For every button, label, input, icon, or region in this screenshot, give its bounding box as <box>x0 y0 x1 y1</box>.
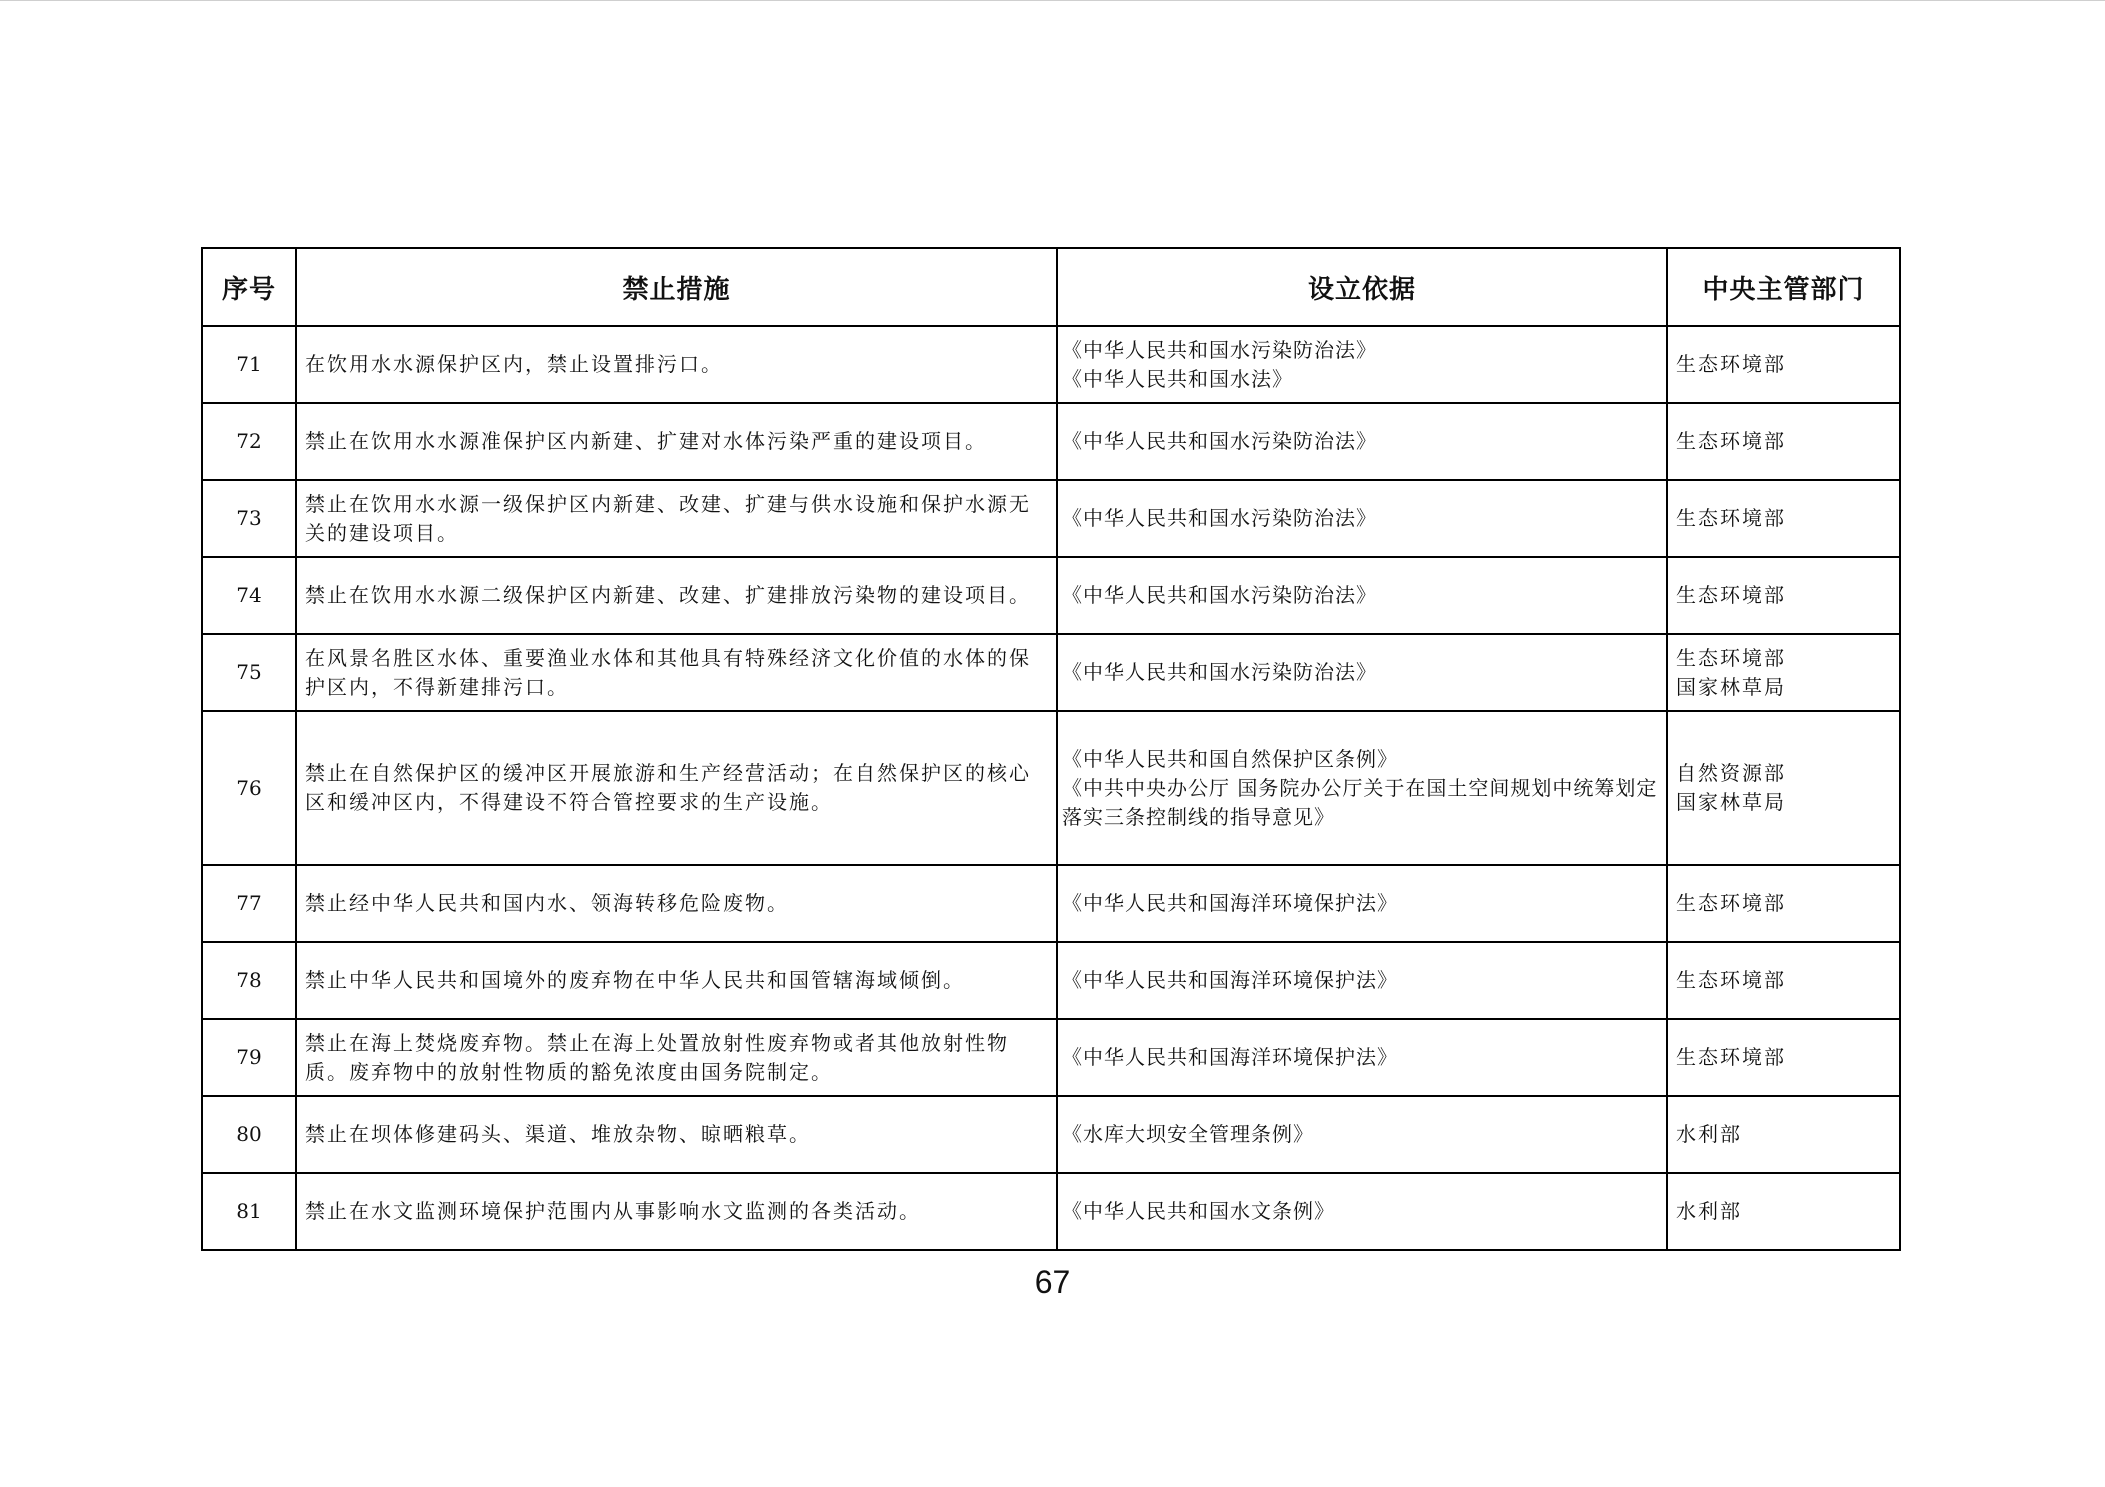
department-line: 生态环境部 <box>1676 352 1786 376</box>
row-number: 75 <box>202 634 296 711</box>
row-basis <box>1057 403 1667 480</box>
department-line: 水利部 <box>1676 1122 1742 1146</box>
department-line: 生态环境部 <box>1676 645 1786 670</box>
row-department <box>1667 403 1900 480</box>
row-number: 77 <box>202 865 296 942</box>
table-row <box>202 403 1900 480</box>
basis-line: 《中华人民共和国自然保护区条例》 <box>1062 746 1398 771</box>
row-department <box>1667 865 1900 942</box>
row-basis <box>1057 865 1667 942</box>
department-line: 国家林草局 <box>1676 674 1786 699</box>
basis-line: 《中华人民共和国水污染防治法》 <box>1062 506 1377 530</box>
table-row <box>202 1173 1900 1250</box>
row-department <box>1667 711 1900 865</box>
row-basis <box>1057 557 1667 634</box>
table-row <box>202 480 1900 557</box>
department-line: 自然资源部 <box>1676 761 1786 785</box>
row-basis <box>1057 942 1667 1019</box>
row-measure: 禁止在饮用水水源一级保护区内新建、改建、扩建与供水设施和保护水源无关的建设项目。 <box>296 480 1057 557</box>
row-department <box>1667 480 1900 557</box>
table-row <box>202 1019 1900 1096</box>
row-department <box>1667 1019 1900 1096</box>
row-basis <box>1057 326 1667 403</box>
page-number: 67 <box>1034 1264 1071 1300</box>
header-prohibition-measure: 禁止措施 <box>296 248 1057 326</box>
basis-line: 《中华人民共和国水污染防治法》 <box>1062 583 1377 607</box>
department-line: 生态环境部 <box>1676 968 1786 992</box>
basis-line: 《中共中央办公厅 国务院办公厅关于在国土空间规划中统筹划定落实三条控制线的指导意见》 <box>1062 775 1658 829</box>
row-number: 80 <box>202 1096 296 1173</box>
basis-line: 《水库大坝安全管理条例》 <box>1062 1122 1314 1146</box>
row-number: 71 <box>202 326 296 403</box>
row-measure: 在饮用水水源保护区内，禁止设置排污口。 <box>296 326 1057 403</box>
header-serial-number: 序号 <box>202 248 296 326</box>
row-measure: 禁止在海上焚烧废弃物。禁止在海上处置放射性废弃物或者其他放射性物质。废弃物中的放射性物质的豁免浓度由国务院制定。 <box>296 1019 1057 1096</box>
row-department <box>1667 557 1900 634</box>
header-row <box>202 248 1900 326</box>
row-number: 78 <box>202 942 296 1019</box>
row-measure: 禁止中华人民共和国境外的废弃物在中华人民共和国管辖海域倾倒。 <box>296 942 1057 1019</box>
top-border-line <box>0 0 2105 1</box>
basis-line: 《中华人民共和国水法》 <box>1062 366 1293 391</box>
prohibition-measures-table <box>201 247 1901 1251</box>
table-header <box>202 248 1900 326</box>
row-number: 74 <box>202 557 296 634</box>
table-row <box>202 865 1900 942</box>
basis-line: 《中华人民共和国水污染防治法》 <box>1062 337 1377 362</box>
row-measure: 禁止在自然保护区的缓冲区开展旅游和生产经营活动；在自然保护区的核心区和缓冲区内，不得建设不符合管控要求的生产设施。 <box>296 711 1057 865</box>
header-legal-basis: 设立依据 <box>1057 248 1667 326</box>
row-basis <box>1057 634 1667 711</box>
row-measure: 禁止经中华人民共和国内水、领海转移危险废物。 <box>296 865 1057 942</box>
row-basis <box>1057 1096 1667 1173</box>
table-row <box>202 634 1900 711</box>
table-row <box>202 557 1900 634</box>
basis-line: 《中华人民共和国海洋环境保护法》 <box>1062 1045 1398 1069</box>
table-row <box>202 326 1900 403</box>
department-line: 生态环境部 <box>1676 506 1786 530</box>
row-measure: 禁止在饮用水水源二级保护区内新建、改建、扩建排放污染物的建设项目。 <box>296 557 1057 634</box>
table-row <box>202 942 1900 1019</box>
row-department <box>1667 1096 1900 1173</box>
row-number: 79 <box>202 1019 296 1096</box>
row-department <box>1667 326 1900 403</box>
department-line: 生态环境部 <box>1676 891 1786 915</box>
row-number: 73 <box>202 480 296 557</box>
row-basis <box>1057 1173 1667 1250</box>
row-number: 81 <box>202 1173 296 1250</box>
department-line: 水利部 <box>1676 1199 1742 1223</box>
row-basis <box>1057 1019 1667 1096</box>
header-competent-department: 中央主管部门 <box>1667 248 1900 326</box>
row-department <box>1667 634 1900 711</box>
row-measure: 禁止在水文监测环境保护范围内从事影响水文监测的各类活动。 <box>296 1173 1057 1250</box>
row-number: 76 <box>202 711 296 865</box>
table-row <box>202 711 1900 865</box>
row-basis <box>1057 711 1667 865</box>
row-measure: 在风景名胜区水体、重要渔业水体和其他具有特殊经济文化价值的水体的保护区内，不得新建排污口。 <box>296 634 1057 711</box>
department-line: 国家林草局 <box>1676 790 1786 814</box>
basis-line: 《中华人民共和国水污染防治法》 <box>1062 429 1377 453</box>
table-row <box>202 1096 1900 1173</box>
row-department <box>1667 942 1900 1019</box>
row-measure: 禁止在饮用水水源准保护区内新建、扩建对水体污染严重的建设项目。 <box>296 403 1057 480</box>
row-number: 72 <box>202 403 296 480</box>
row-department <box>1667 1173 1900 1250</box>
department-line: 生态环境部 <box>1676 429 1786 453</box>
basis-line: 《中华人民共和国海洋环境保护法》 <box>1062 968 1398 992</box>
row-measure: 禁止在坝体修建码头、渠道、堆放杂物、晾晒粮草。 <box>296 1096 1057 1173</box>
department-line: 生态环境部 <box>1676 583 1786 607</box>
basis-line: 《中华人民共和国水污染防治法》 <box>1062 660 1377 684</box>
row-basis <box>1057 480 1667 557</box>
department-line: 生态环境部 <box>1676 1045 1786 1069</box>
basis-line: 《中华人民共和国水文条例》 <box>1062 1199 1335 1223</box>
basis-line: 《中华人民共和国海洋环境保护法》 <box>1062 891 1398 915</box>
table-body <box>202 326 1900 1250</box>
